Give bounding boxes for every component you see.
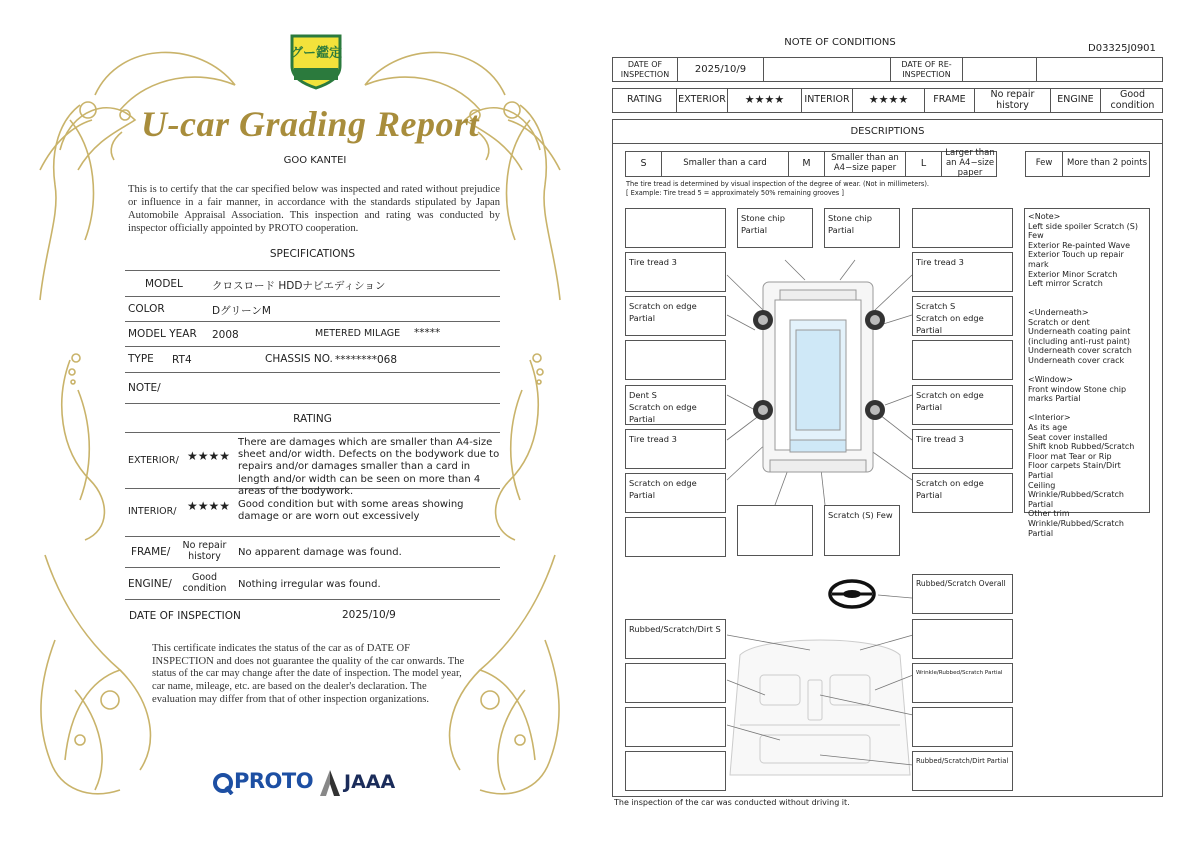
chassis-label: CHASSIS NO. [265,353,333,365]
proto-logo-text: PROTO [234,769,314,793]
mileage-value: ***** [414,327,441,339]
exterior-stars: ★★★★ [187,449,231,463]
steering-leader-line [878,590,913,602]
exterior-box-bottom-center-right: Scratch (S) Few [824,505,900,556]
frame-label: FRAME/ [131,546,171,558]
tire-note-line: The tire tread is determined by visual inspection of the degree of wear. (Not in millimeters). [626,180,930,188]
certificate-intro: This is to certify that the car specified below was inspected and rated without prejudice or influence in a fair manner, in accordance with the standards stipulated by Japan Automobile Appraisal Association. This inspection and rating was conducted by inspector officially appointed by PROTO cooperation. [128,184,500,235]
exterior-box-left-1: Tire tread 3 [625,252,726,292]
side-notes: <Note> Left side spoiler Scratch (S) Few Exterior Re-painted Wave Exterior Touch up repair mark Exterior Minor Scratch Left mirror Scratch <Underneath> Scratch or dent Underneath coating paint (including anti-rust paint) Underneath cover scratch Underneath cover crack <Window> Front window Stone chip marks Partial <Interior> As its age Seat cover installed Shift knob Rubbed/Scratch Floor mat Tear or Rip Floor carpets Stain/Dirt Partial Ceiling Wrinkle/Rubbed/Scratch Partial Other trim Wrinkle/Rubbed/Scratch Partial [1024,208,1150,513]
date-of-inspection-label: DATE OF INSPECTION [613,58,678,81]
exterior-box-left-6: Scratch on edge Partial [625,473,726,513]
exterior-description: There are damages which are smaller than A4-size sheet and/or width. Defects on the bodywork due to repairs and/or damages smaller than a card in length and/or width can be seen on more than 4 areas of the bodywork. [238,437,500,497]
mileage-label: METERED MILAGE [315,328,401,339]
exterior-box-right-top [912,208,1013,248]
model-year-label: MODEL YEAR [128,328,197,340]
interior-box-steering: Rubbed/Scratch Overall [912,574,1013,614]
spec-row-color [125,298,500,322]
certificate-footer: This certificate indicates the status of the car as of DATE OF INSPECTION and does not guarantee the quality of the car onwards. The status of the car may change after the date of inspection. The model year, car name, mileage, etc. are based on the dealer's declaration. The evaluation may differ from that of other inspection organizations. [152,643,465,705]
date-of-inspection-row [125,602,500,628]
note-footer: The inspection of the car was conducted without driving it. [614,798,850,807]
reinspection-label: DATE OF RE-INSPECTION [891,58,963,81]
descriptions-heading: DESCRIPTIONS [613,120,1162,144]
color-value: DグリーンM [212,305,271,317]
type-label: TYPE [128,353,154,365]
spec-row-model [125,272,500,297]
exterior-label: EXTERIOR/ [128,455,179,466]
interior-box-right-4: Rubbed/Scratch/Dirt Partial [912,751,1013,791]
exterior-box-right-2: Scratch S Scratch on edge Partial [912,296,1013,336]
date-of-inspection-value: 2025/10/9 [678,58,764,81]
type-value: RT4 [172,354,192,366]
engine-label: ENGINE/ [128,578,172,590]
interior-box-left-1: Rubbed/Scratch/Dirt S [625,619,726,659]
certificate-title: U-car Grading Report [140,104,479,144]
spec-top-line [125,270,500,271]
engine-description: Nothing irregular was found. [238,579,381,590]
engine-value: Good condition [182,572,227,595]
tire-tread-note [626,180,929,198]
interior-leader-lines [720,625,920,785]
legend-m: M [789,152,825,176]
size-legend [625,148,997,178]
model-year-value: 2008 [212,329,239,341]
exterior-box-left-4: Dent S Scratch on edge Partial [625,385,726,425]
date-blank-cell [764,58,891,81]
frame-value: No repair history [182,540,227,563]
legend-s-desc: Smaller than a card [662,152,789,176]
legend-m-desc: Smaller than an A4−size paper [825,152,906,176]
note-title: NOTE OF CONDITIONS [784,37,896,48]
steering-wheel-icon [826,578,878,612]
tire-example-line: [ Example: Tire tread 5 = approximately 50% remaining grooves ] [626,188,844,197]
rating-label: RATING [613,89,677,112]
date-of-inspection-value: 2025/10/9 [342,609,396,621]
color-label: COLOR [128,303,165,315]
reinspection-value [963,58,1037,81]
goo-kantei-badge [288,32,344,90]
frame-label: FRAME [925,89,975,112]
exterior-box-left-2: Scratch on edge Partial [625,296,726,336]
note-label: NOTE/ [128,382,161,394]
exterior-box-left-7 [625,517,726,557]
interior-stars: ★★★★ [187,499,231,513]
interior-description: Good condition but with some areas showing damage or are worn out excessively [238,499,464,523]
interior-box-left-2 [625,663,726,703]
spec-row-note [125,374,500,404]
reinspection-extra [1037,58,1164,81]
frame-description: No apparent damage was found. [238,547,402,558]
specifications-heading: SPECIFICATIONS [269,248,356,260]
chassis-value: ********068 [335,354,398,366]
few-legend [1025,151,1150,177]
frame-value: No repair history [975,89,1051,112]
model-value: クロスロード HDDナビエディション [212,280,386,292]
exterior-box-bottom-center-left [737,505,813,556]
jaaa-logo-text: JAAA [344,771,396,793]
document-id: D03325J0901 [1088,43,1156,54]
legend-few: Few [1026,152,1063,176]
exterior-box-right-4: Scratch on edge Partial [912,385,1013,425]
rating-row-exterior [125,434,500,497]
exterior-box-top-center-right: Stone chip Partial [824,208,900,248]
badge-label: グー鑑定 [289,46,342,61]
legend-s: S [626,152,662,176]
exterior-box-left-3 [625,340,726,380]
inspection-date-row [612,57,1163,82]
certificate-subtitle: GOO KANTEI [283,155,347,166]
rating-row-frame [125,538,500,568]
interior-label: INTERIOR/ [128,506,177,517]
model-label: MODEL [145,278,183,290]
engine-label: ENGINE [1051,89,1101,112]
interior-box-left-4 [625,751,726,791]
exterior-box-left-top [625,208,726,248]
exterior-box-right-6: Scratch on edge Partial [912,473,1013,513]
legend-l: L [906,152,942,176]
date-of-inspection-label: DATE OF INSPECTION [129,610,241,622]
proto-logo [212,768,322,798]
interior-box-right-1 [912,619,1013,659]
interior-box-right-3 [912,707,1013,747]
exterior-box-right-5: Tire tread 3 [912,429,1013,469]
rating-row-interior [125,490,500,537]
legend-l-desc: Larger than an A4−size paper [945,148,995,178]
legend-few-desc: More than 2 points [1066,158,1147,169]
rating-heading: RATING [293,413,332,425]
rating-top-line [125,432,500,433]
note-of-conditions [600,0,1200,848]
rating-row-engine [125,569,500,600]
spec-row-type [125,348,500,373]
interior-label: INTERIOR [802,89,853,112]
interior-stars: ★★★★ [853,89,925,112]
rating-row [612,88,1163,113]
jaaa-logo [320,768,400,798]
interior-box-left-3 [625,707,726,747]
exterior-box-right-1: Tire tread 3 [912,252,1013,292]
exterior-box-left-5: Tire tread 3 [625,429,726,469]
exterior-label: EXTERIOR [677,89,728,112]
engine-value: Good condition [1110,88,1155,111]
exterior-box-right-3 [912,340,1013,380]
interior-box-right-2: Wrinkle/Rubbed/Scratch Partial [912,663,1013,703]
exterior-stars: ★★★★ [728,89,802,112]
spec-row-model-year [125,323,500,347]
exterior-box-top-center-left: Stone chip Partial [737,208,813,248]
